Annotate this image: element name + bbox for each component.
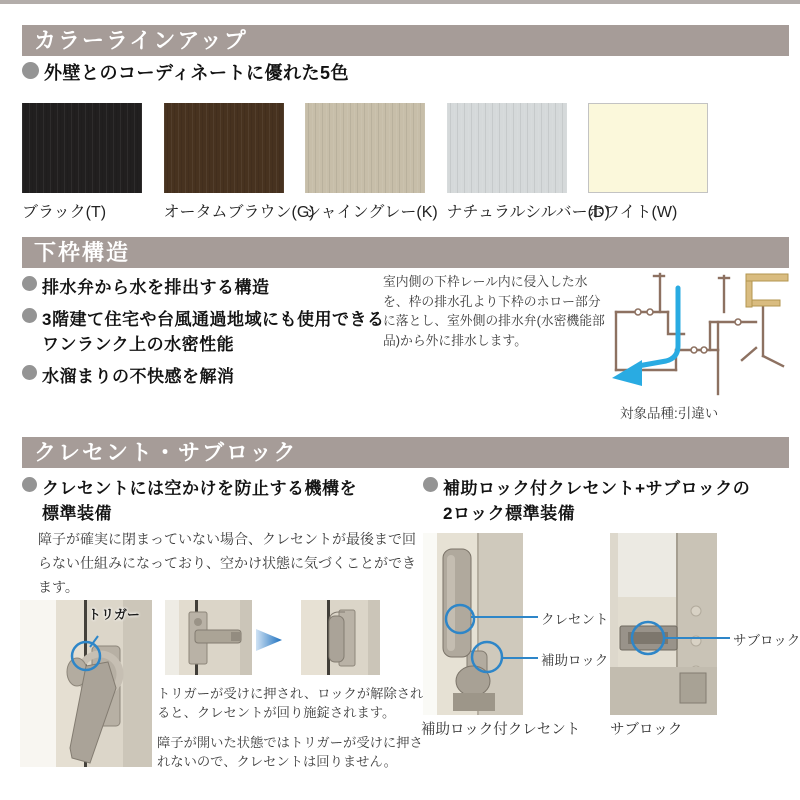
- feature-bullet: [423, 474, 750, 499]
- swatch-label: ブラック(T): [22, 204, 107, 221]
- bullet-icon: [22, 62, 39, 79]
- trigger-note-1: トリガーが受けに押され、ロックが解除されると、クレセントが回り施錠されます。: [157, 686, 424, 720]
- color-lineup-subtitle: [22, 59, 349, 85]
- water-flow-arrow: [612, 288, 678, 386]
- swatch-shine-gray: [305, 103, 438, 222]
- sublock-photo: [610, 533, 717, 715]
- diagram-caption: 対象品種:引違い: [620, 406, 719, 421]
- feature-bullet: [22, 474, 357, 499]
- swatch-label: ナチュラルシルバー(D): [446, 204, 610, 221]
- section-title: 下枠構造: [34, 240, 131, 265]
- swatch-color: [22, 103, 142, 193]
- subtitle-label: 外壁とのコーディネートに優れた5色: [44, 63, 350, 83]
- swatch-color: [305, 103, 425, 193]
- photo-caption-aux-crescent: 補助ロック付クレセント: [421, 722, 581, 738]
- swatch-label: オータムブラウン(G): [163, 204, 315, 221]
- feature-bullet-label: クレセントには空かけを防止する機構を: [42, 479, 357, 498]
- callout-line: [503, 657, 538, 659]
- swatch-black: [22, 103, 142, 222]
- feature-bullet: [22, 273, 270, 298]
- swatch-color: [447, 103, 567, 193]
- crescent-trigger-photo: [20, 600, 152, 767]
- callout-label-crescent: クレセント: [541, 612, 609, 627]
- callout-line: [664, 637, 730, 639]
- section-header-color-lineup: [22, 25, 789, 56]
- frame-cross-section-diagram: [598, 262, 794, 400]
- swatch-label: シャイングレー(K): [305, 204, 438, 221]
- arrow-right-icon: [256, 628, 282, 652]
- bullet-icon: [22, 365, 37, 380]
- feature-bullet-label: 標準装備: [42, 504, 112, 523]
- feature-bullet-label: 3階建て住宅や台風通過地域にも使用できる: [42, 310, 385, 329]
- swatch-color: [164, 103, 284, 193]
- swatch-natural-silver: [446, 103, 610, 222]
- crescent-unlocked-photo: [165, 600, 252, 675]
- feature-bullet-label: 水溜まりの不快感を解消: [42, 367, 235, 386]
- drainage-description: 室内側の下枠レール内に侵入した水を、枠の排水孔より下枠のホロー部分に落とし、室外側の排水弁(水密機能部品)から外に排水します。: [383, 274, 605, 348]
- trigger-note-2: 障子が開いた状態ではトリガーが受けに押されないので、クレセントは回りません。: [157, 735, 423, 769]
- feature-bullet-label: 補助ロック付クレセント+サブロックの: [443, 479, 751, 498]
- swatch-row: [22, 103, 708, 222]
- photo-caption-sublock: サブロック: [610, 722, 683, 738]
- trigger-label: トリガー: [88, 607, 140, 622]
- swatch-autumn-brown: [163, 103, 315, 222]
- feature-bullet-label: 排水弁から水を排出する構造: [42, 278, 270, 297]
- swatch-white: [588, 103, 708, 222]
- bullet-icon: [423, 477, 438, 492]
- feature-bullet-label: 2ロック標準装備: [443, 504, 576, 523]
- crescent-locked-photo: [301, 600, 380, 675]
- bullet-icon: [22, 276, 37, 291]
- section-title: カラーラインアップ: [34, 28, 248, 53]
- aux-lock-crescent-photo: [423, 533, 523, 715]
- top-strip: [0, 0, 800, 4]
- swatch-label: ホワイト(W): [588, 204, 678, 221]
- crescent-paragraph: 障子が確実に閉まっていない場合、クレセントが最後まで回らない仕組みになっており、空かけ状態に気づくことができます。: [38, 531, 416, 595]
- bullet-icon: [22, 477, 37, 492]
- feature-bullet-label: ワンランク上の水密性能: [42, 335, 235, 354]
- section-header-crescent: [22, 437, 789, 468]
- callout-label-sublock: サブロック: [733, 633, 800, 648]
- feature-bullet: [22, 362, 235, 387]
- swatch-color: [588, 103, 708, 193]
- feature-bullet: [22, 305, 384, 330]
- callout-label-aux-lock: 補助ロック: [541, 653, 609, 668]
- bullet-icon: [22, 308, 37, 323]
- section-title: クレセント・サブロック: [34, 440, 298, 465]
- callout-line: [471, 616, 538, 618]
